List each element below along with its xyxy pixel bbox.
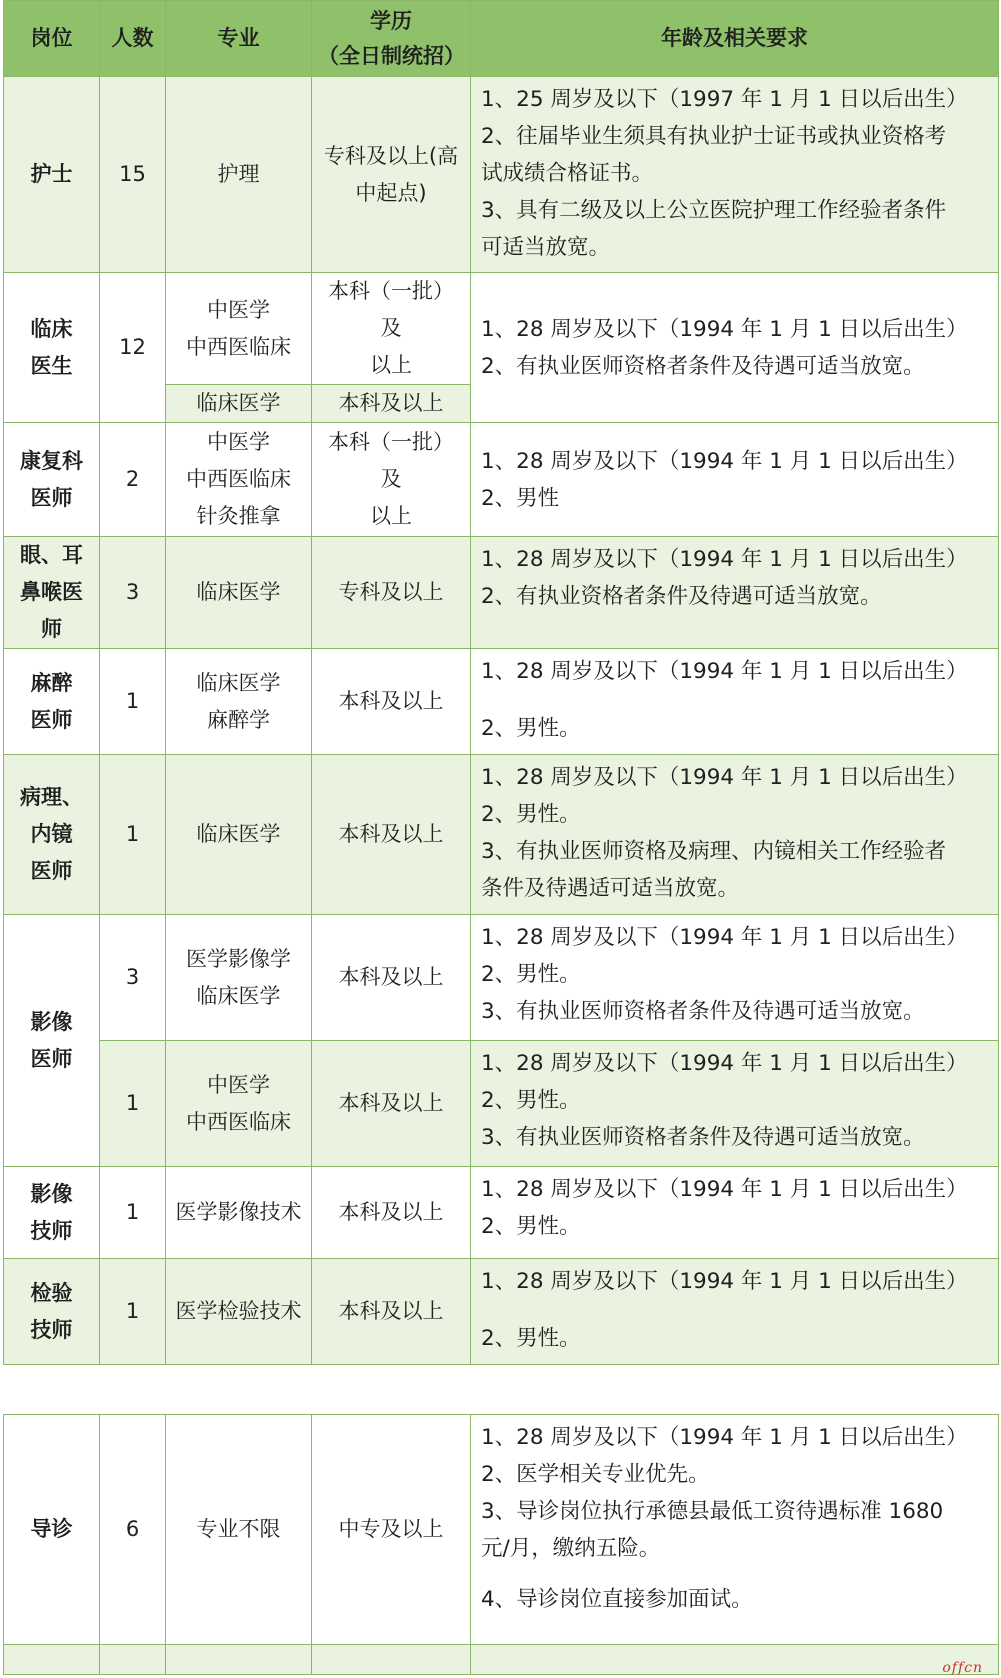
major-cell: 医学检验技术 [166,1259,312,1365]
education-cell [312,77,471,273]
major-line: 中西医临床 [186,1109,291,1134]
requirement-line: 1、28 周岁及以下（1994 年 1 月 1 日以后出生） [481,1425,968,1450]
requirement-line: 2、男性。 [481,716,581,741]
table-row [4,1415,999,1645]
position-line: 医师 [30,859,73,883]
empty-cell [166,1645,312,1675]
position-cell [4,755,100,915]
requirement-line: 2、往届毕业生须具有执业护士证书或执业资格考 [481,124,947,149]
requirement-line: 3、有执业医师资格者条件及待遇可适当放宽。 [481,1125,925,1150]
requirements-cell [471,1167,999,1259]
requirement-line: 1、28 周岁及以下（1994 年 1 月 1 日以后出生） [481,316,968,342]
requirement-line: 1、28 周岁及以下（1994 年 1 月 1 日以后出生） [481,1051,968,1076]
major-cell: 临床医学 [166,537,312,649]
requirement-line: 4、导诊岗位直接参加面试。 [481,1587,753,1612]
requirement-line: 1、28 周岁及以下（1994 年 1 月 1 日以后出生） [481,659,968,684]
major-line: 中西医临床 [186,334,291,359]
requirement-line: 1、28 周岁及以下（1994 年 1 月 1 日以后出生） [481,1177,968,1202]
education-cell: 本科及以上 [312,1041,471,1167]
position-cell: 导诊 [4,1415,100,1645]
position-line: 临床 [30,316,73,341]
requirement-line: 2、有执业医师资格者条件及待遇可适当放宽。 [481,353,925,379]
count-cell: 2 [100,423,166,537]
education-cell [312,273,471,385]
education-line: 本科（一批）及 [328,430,454,491]
position-line: 眼、耳 [20,543,83,567]
major-line: 中医学 [207,297,270,322]
table-row [4,915,999,1041]
count-cell: 3 [100,537,166,649]
table-row [4,77,999,273]
requirement-line: 2、男性。 [481,1088,581,1113]
empty-cell [100,1645,166,1675]
education-cell: 本科及以上 [312,1167,471,1259]
position-line: 师 [41,617,62,641]
education-line: 中起点) [355,180,427,205]
requirement-line: 2、男性 [481,485,560,511]
header-position: 岗位 [4,1,100,77]
position-cell [4,1167,100,1259]
header-major: 专业 [166,1,312,77]
position-line: 医师 [30,707,73,732]
requirements-cell [471,1041,999,1167]
major-line: 针灸推拿 [196,504,281,528]
requirements-cell [471,915,999,1041]
position-line: 内镜 [30,822,73,846]
major-cell: 临床医学 [166,755,312,915]
major-line: 中西医临床 [186,467,291,491]
education-cell [312,423,471,537]
major-line: 中医学 [207,1072,270,1097]
requirement-line: 2、男性。 [481,1214,581,1239]
requirement-line: 2、有执业资格者条件及待遇可适当放宽。 [481,584,882,609]
count-cell: 1 [100,1259,166,1365]
requirement-line: 1、28 周岁及以下（1994 年 1 月 1 日以后出生） [481,448,968,474]
position-cell: 护士 [4,77,100,273]
recruitment-table [3,0,999,1365]
position-line: 影像 [30,1009,73,1034]
education-cell: 本科及以上 [312,755,471,915]
major-cell [166,649,312,755]
education-cell: 本科及以上 [312,649,471,755]
requirement-line: 2、男性。 [481,802,581,827]
requirements-cell [471,537,999,649]
empty-cell [471,1645,999,1675]
requirements-cell [471,1259,999,1365]
watermark-logo: offcn [942,1660,983,1676]
count-cell: 15 [100,77,166,273]
count-cell: 6 [100,1415,166,1645]
requirement-line: 条件及待遇适可适当放宽。 [481,876,740,901]
major-line: 临床医学 [196,983,281,1008]
requirements-cell [471,273,999,423]
empty-cell [4,1645,100,1675]
education-line: 以上 [370,353,412,377]
position-line: 技师 [30,1317,73,1342]
education-cell: 中专及以上 [312,1415,471,1645]
recruitment-table-continued [3,1414,999,1675]
major-cell [166,423,312,537]
table-row [4,273,999,385]
position-cell [4,537,100,649]
position-line: 鼻喉医 [20,580,83,604]
requirement-line: 试成绩合格证书。 [481,161,654,186]
major-cell: 专业不限 [166,1415,312,1645]
position-line: 病理、 [20,785,83,809]
position-line: 麻醉 [30,670,73,695]
major-line: 临床医学 [196,670,281,695]
table-row [4,1259,999,1365]
requirements-cell [471,649,999,755]
major-line: 中医学 [207,430,270,454]
major-cell [166,915,312,1041]
major-cell: 护理 [166,77,312,273]
requirement-line: 1、28 周岁及以下（1994 年 1 月 1 日以后出生） [481,925,968,950]
header-education-line1: 学历 [370,8,412,33]
table-row [4,649,999,755]
table-row [4,537,999,649]
major-cell: 医学影像技术 [166,1167,312,1259]
major-line: 麻醉学 [207,707,270,732]
header-requirements: 年龄及相关要求 [471,1,999,77]
requirement-line: 2、医学相关专业优先。 [481,1462,710,1487]
requirement-line: 1、28 周岁及以下（1994 年 1 月 1 日以后出生） [481,765,968,790]
position-cell [4,915,100,1167]
count-cell: 1 [100,1167,166,1259]
position-cell [4,1259,100,1365]
count-cell: 1 [100,1041,166,1167]
header-education-line2: （全日制统招） [318,43,465,68]
requirement-line: 3、有执业医师资格者条件及待遇可适当放宽。 [481,999,925,1024]
count-cell: 1 [100,755,166,915]
count-cell: 12 [100,273,166,423]
requirement-line: 3、有执业医师资格及病理、内镜相关工作经验者 [481,839,947,864]
education-line: 本科（一批）及 [328,279,454,340]
position-line: 检验 [30,1280,73,1305]
position-line: 康复科 [20,448,83,473]
requirements-cell [471,755,999,915]
position-cell [4,423,100,537]
table-header-row [4,1,999,77]
requirements-cell [471,1415,999,1645]
major-cell: 临床医学 [166,385,312,423]
table-row [4,1041,999,1167]
position-cell [4,649,100,755]
requirements-cell [471,77,999,273]
requirements-cell [471,423,999,537]
table-row [4,755,999,915]
major-cell [166,1041,312,1167]
requirement-line: 元/月，缴纳五险。 [481,1536,661,1561]
requirement-line: 1、28 周岁及以下（1994 年 1 月 1 日以后出生） [481,547,968,572]
header-count: 人数 [100,1,166,77]
position-line: 影像 [30,1181,73,1206]
header-education [312,1,471,77]
education-line: 专科及以上(高 [323,143,459,168]
requirement-line: 1、28 周岁及以下（1994 年 1 月 1 日以后出生） [481,1269,968,1294]
major-cell [166,273,312,385]
requirement-line: 可适当放宽。 [481,235,611,260]
education-cell: 本科及以上 [312,385,471,423]
position-line: 技师 [30,1218,73,1243]
count-cell: 1 [100,649,166,755]
table-row [4,1167,999,1259]
education-cell: 专科及以上 [312,537,471,649]
major-line: 医学影像学 [186,946,291,971]
empty-cell [312,1645,471,1675]
count-cell: 3 [100,915,166,1041]
requirement-line: 2、男性。 [481,1326,581,1351]
requirement-line: 3、具有二级及以上公立医院护理工作经验者条件 [481,198,947,223]
requirement-line: 1、25 周岁及以下（1997 年 1 月 1 日以后出生） [481,87,968,112]
education-cell: 本科及以上 [312,915,471,1041]
position-cell [4,273,100,423]
table-row [4,423,999,537]
education-line: 以上 [370,504,412,528]
table-row-empty [4,1645,999,1675]
education-cell: 本科及以上 [312,1259,471,1365]
position-line: 医师 [30,485,73,510]
position-line: 医生 [30,353,73,378]
requirement-line: 2、男性。 [481,962,581,987]
position-line: 医师 [30,1046,73,1071]
requirement-line: 3、导诊岗位执行承德县最低工资待遇标准 1680 [481,1499,944,1524]
